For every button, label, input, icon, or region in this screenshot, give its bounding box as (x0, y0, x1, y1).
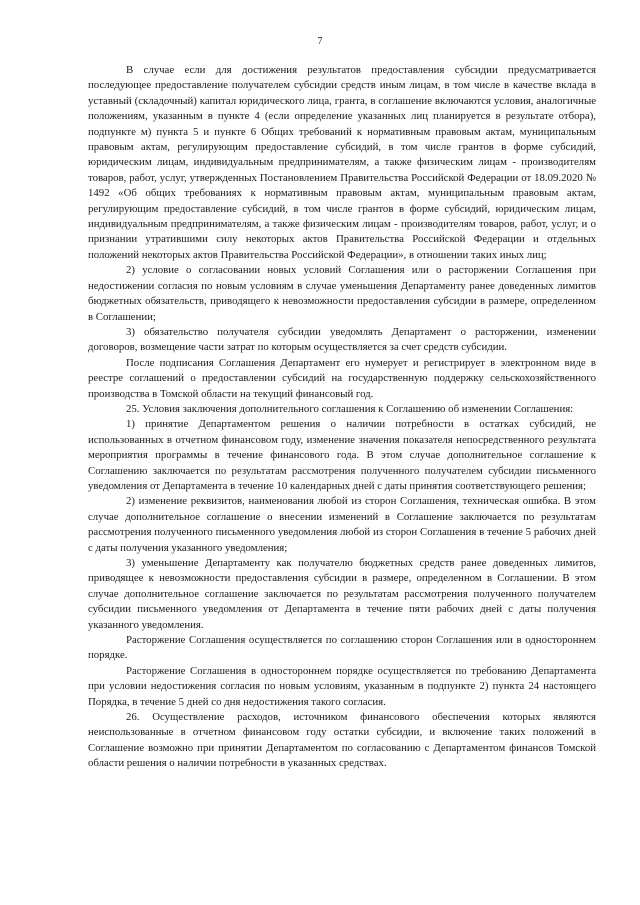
paragraph-termination: Расторжение Соглашения осуществляется по соглашению сторон Соглашения или в одностороннем порядке. (88, 634, 596, 662)
paragraph-25-item-1: 1) принятие Департаментом решения о наличии потребности в остатках субсидий, не использованных в отчетном финансовом году, изменение значения показателя непосредственного результата мероприятия программы в течение финансового года. В этом случае дополнительное соглашение к Соглашению заключается по результатам рассмотрения полученного получателем субсидии письменного уведомления от Департамента в течение 10 календарных дней с даты принятия соответствующего решения; (88, 418, 596, 492)
paragraph-25-item-2: 2) изменение реквизитов, наименования любой из сторон Соглашения, техническая ошибка. В этом случае дополнительное соглашение о внесении изменений в Соглашение заключается по результатам рассмотрения полученного письменного уведомления любой из сторон Соглашения в течение 5 рабочих дней с даты получения указанного уведомления; (88, 495, 596, 554)
paragraph-item-3-notification: 3) обязательство получателя субсидии уведомлять Департамент о расторжении, изменении договоров, возмещение части затрат по которым осуществляется за счет средств субсидии. (88, 325, 596, 354)
paragraph-25-item-3: 3) уменьшение Департаменту как получателю бюджетных средств ранее доведенных лимитов, приводящее к невозможности предоставления субсидии в размере, определенном в Соглашении. В этом случае дополнительное соглашение заключается по результатам рассмотрения полученного получателем субсидии письменного уведомления от Департамента в течение пяти рабочих дней с даты получения указанного уведомления. (88, 557, 596, 631)
document-body (88, 63, 596, 772)
page-number: 7 (317, 36, 323, 47)
paragraph-registration: После подписания Соглашения Департамент его нумерует и регистрирует в электронном виде в реестре соглашений о предоставлении субсидий на государственную поддержку сельскохозяйственного производства в Томской области на текущий финансовый год. (88, 356, 596, 400)
paragraph-section-26: 26. Осуществление расходов, источником финансового обеспечения которых являются неиспользованные в отчетном финансовом году остатки субсидии, и включение таких положений в Соглашение возможно при принятии Департаментом по согласованию с Департаментом финансов Томской области решения о наличии потребности в указанных средствах. (88, 711, 596, 770)
paragraph-section-25: 25. Условия заключения дополнительного соглашения к Соглашению об изменении Соглашения: (126, 402, 574, 415)
paragraph-item-2-new-conditions: 2) условие о согласовании новых условий Соглашения или о расторжении Соглашения при недостижении согласия по новым условиям в случае уменьшения Департаменту ранее доведенных лимитов бюджетных обязательств, приводящего к невозможности предоставления субсидии в размере, определенном в Соглашении; (88, 264, 596, 323)
paragraph-unilateral-termination: Расторжение Соглашения в одностороннем порядке осуществляется по требованию Департамента при условии недостижения согласия по новым условиям, указанным в подпункте 2) пункта 24 настоящего Порядка, в течение 5 дней со дня недостижения такого согласия. (88, 664, 596, 708)
paragraph-vklad-conditions: В случае если для достижения результатов предоставления субсидии предусматривается последующее предоставление получателем субсидии средств иным лицам, в том числе в качестве вклада в уставный (складочный) капитал юридического лица, гранта, в соглашение включаются условия, аналогичные положениям, указанным в пункте 4 (если определение указанных лиц планируется в результате отбора), подпункте м) пункта 5 и пункте 6 Общих требований к нормативным правовым актам, муниципальным правовым актам, регулирующим предоставление субсидий, в том числе грантов в форме субсидий, юридическим лицам, индивидуальным предпринимателям, а также физическим лицам - производителям товаров, работ, услуг, утвержденных Постановлением Правительства Российской Федерации от 18.09.2020 № 1492 «Об общих требованиях к нормативным правовым актам, муниципальным правовым актам, регулирующим предоставление субсидий, в том числе грантов в форме субсидий, юридическим лицам, индивидуальным предпринимателям, а также физическим лицам - производителям товаров, работ, услуг, и о признании утратившими силу некоторых актов Правительства Российской Федерации и отдельных положений некоторых актов Правительства Российской Федерации», в отношении таких иных лиц; (88, 64, 596, 261)
